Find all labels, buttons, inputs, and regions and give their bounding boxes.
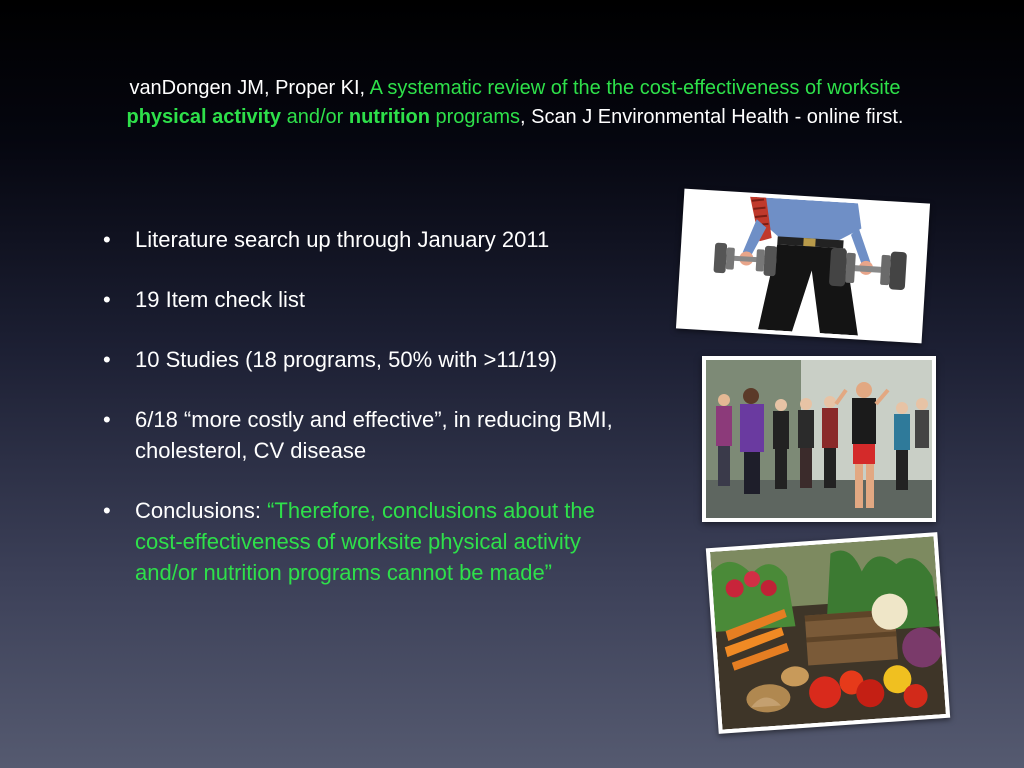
vegetables-image — [710, 536, 946, 729]
conclusion-quote: “Therefore, conclusions about the cost-effectiveness of worksite physical activity and/or nutrition programs cannot be made” — [135, 498, 595, 585]
citation-title-part-1: A systematic review of the the cost-effectiveness of worksite — [369, 77, 901, 99]
bullet-dot: • — [103, 407, 111, 432]
bullet-dot: • — [103, 498, 111, 523]
citation-keyword-physical-activity: physical activity — [126, 106, 282, 128]
bullet-item — [100, 284, 630, 315]
bullet-list — [100, 224, 630, 617]
citation-title-part-2: and/or — [281, 106, 349, 128]
citation-title — [90, 74, 940, 132]
exercise-class-image — [706, 360, 932, 518]
citation-keyword-nutrition: nutrition — [348, 106, 430, 128]
bullet-dot: • — [103, 347, 111, 372]
bullet-text: 6/18 “more costly and effective”, in reducing BMI, cholesterol, CV disease — [135, 407, 613, 463]
dumbbell-man-image — [680, 193, 926, 339]
bullet-dot: • — [103, 227, 111, 252]
bullet-text: 10 Studies (18 programs, 50% with >11/19) — [135, 347, 558, 372]
citation-authors: vanDongen JM, Proper KI, — [129, 77, 370, 99]
bullet-text: 19 Item check list — [135, 287, 305, 312]
bullet-item — [100, 404, 630, 466]
bullet-text: Literature search up through January 2011 — [135, 227, 550, 252]
conclusion-label: Conclusions: — [135, 498, 268, 523]
bullet-dot: • — [103, 287, 111, 312]
bullet-item — [100, 224, 630, 255]
bullet-item-conclusion — [100, 495, 630, 588]
citation-journal: , Scan J Environmental Health - online first. — [519, 106, 904, 128]
exercise-class-photo — [702, 356, 936, 522]
bullet-item — [100, 344, 630, 375]
vegetables-photo — [706, 532, 950, 734]
citation-title-part-3: programs — [429, 106, 520, 128]
dumbbell-photo — [676, 189, 930, 344]
